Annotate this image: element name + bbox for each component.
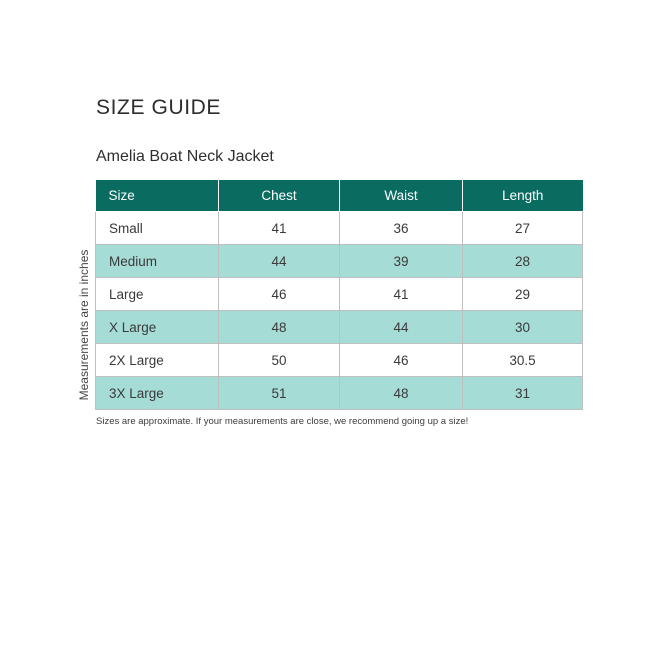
chest-cell: 50 <box>219 344 340 377</box>
sizing-disclaimer-note: Sizes are approximate. If your measurements are close, we recommend going up a size! <box>96 416 469 427</box>
waist-cell: 46 <box>340 344 463 377</box>
waist-cell: 39 <box>340 245 463 278</box>
column-header-waist: Waist <box>340 180 463 212</box>
length-cell: 27 <box>463 212 583 245</box>
waist-cell: 41 <box>340 278 463 311</box>
length-cell: 30 <box>463 311 583 344</box>
size-cell: Large <box>96 278 219 311</box>
length-cell: 29 <box>463 278 583 311</box>
measurements-unit-note: Measurements are in inches <box>77 249 91 401</box>
table-row-2x-large <box>96 344 583 377</box>
chest-cell: 48 <box>219 311 340 344</box>
chest-cell: 46 <box>219 278 340 311</box>
size-cell: Small <box>96 212 219 245</box>
length-cell: 28 <box>463 245 583 278</box>
length-cell: 30.5 <box>463 344 583 377</box>
column-header-size: Size <box>96 180 219 212</box>
size-table <box>95 180 583 410</box>
table-row-large <box>96 278 583 311</box>
chest-cell: 51 <box>219 377 340 410</box>
table-row-x-large <box>96 311 583 344</box>
waist-cell: 48 <box>340 377 463 410</box>
column-header-length: Length <box>463 180 583 212</box>
column-header-chest: Chest <box>219 180 340 212</box>
product-name: Amelia Boat Neck Jacket <box>96 148 274 165</box>
header-row <box>96 180 583 212</box>
size-cell: 2X Large <box>96 344 219 377</box>
size-cell: X Large <box>96 311 219 344</box>
length-cell: 31 <box>463 377 583 410</box>
size-cell: Medium <box>96 245 219 278</box>
size-table-body <box>96 212 583 410</box>
size-cell: 3X Large <box>96 377 219 410</box>
page-title: SIZE GUIDE <box>96 96 222 119</box>
table-row-small <box>96 212 583 245</box>
chest-cell: 41 <box>219 212 340 245</box>
waist-cell: 36 <box>340 212 463 245</box>
table-row-medium <box>96 245 583 278</box>
table-row-3x-large <box>96 377 583 410</box>
chest-cell: 44 <box>219 245 340 278</box>
size-table-header <box>96 180 583 212</box>
waist-cell: 44 <box>340 311 463 344</box>
